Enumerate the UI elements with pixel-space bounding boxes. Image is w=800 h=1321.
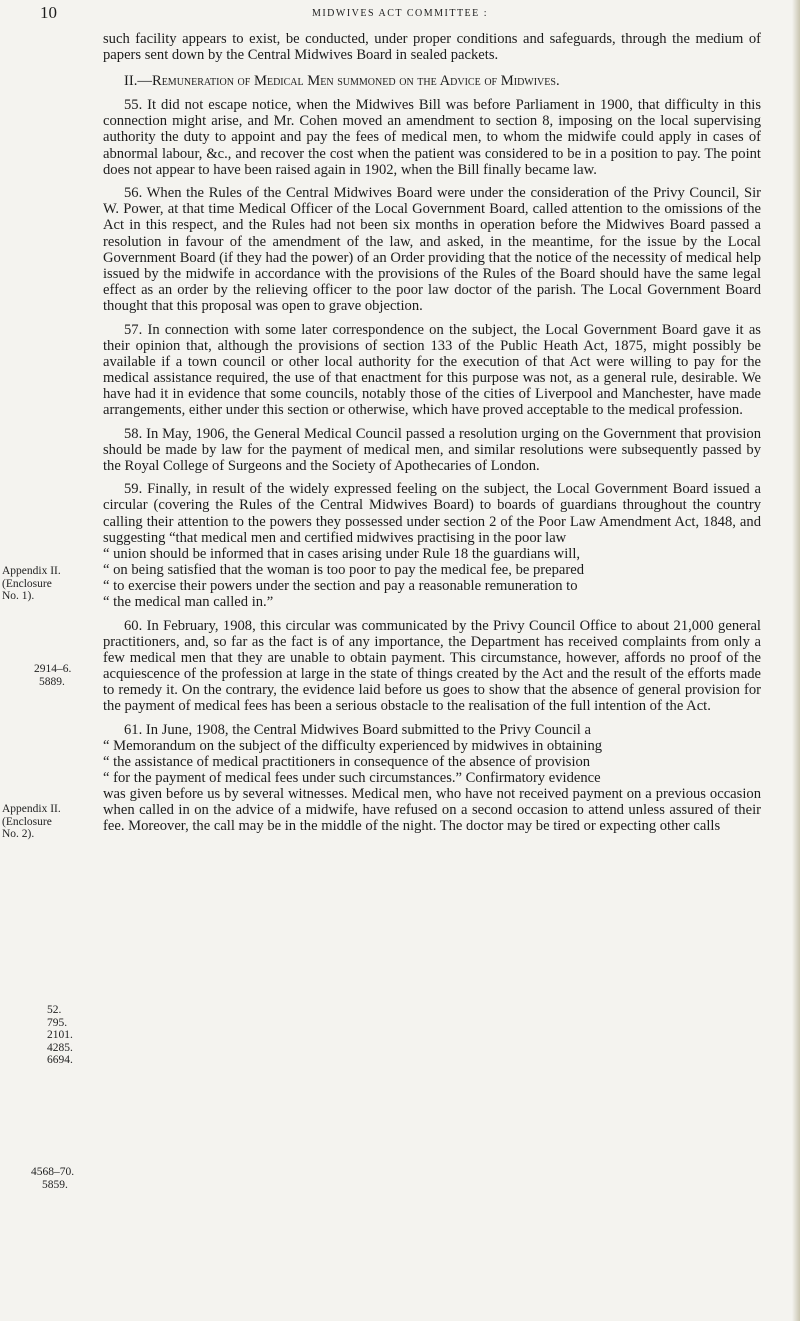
running-head: MIDWIVES ACT COMMITTEE : xyxy=(311,8,489,19)
margin-note-line: 52. xyxy=(47,1004,62,1016)
paragraph-57: 57. In connection with some later correspondence on the subject, the Local Government Board gave it as their opinion that, although the provisions of section 133 of the Public Heath Act, 1875, might possibly be available if a town council or other local authority for the execution of that Act were willing to pay for the medical assistance required, the use of that enactment for this purpose was not, as a general rule, desirable. We have had it in evidence that some councils, notably those of the cities of Liverpool and Manchester, have made arrangements, either under this section or otherwise, which have proved acceptable to the medical profession. xyxy=(103,321,761,418)
quote-line: “ the medical man called in.” xyxy=(103,594,274,610)
margin-note-line: Appendix II. xyxy=(2,565,61,577)
paragraph-61-text: 61. In June, 1908, the Central Midwives Board submitted to the Privy Council a xyxy=(124,721,591,738)
page-edge-shadow xyxy=(792,0,800,1321)
margin-note-line: 5889. xyxy=(39,675,65,688)
quote-line: “ on being satisfied that the woman is too poor to pay the medical fee, be prepared xyxy=(103,561,585,578)
paragraph-59 xyxy=(103,481,761,610)
paragraph-opening: such facility appears to exist, be conducted, under proper conditions and safeguards, through the medium of papers sent down by the Central Midwives Board in sealed packets. xyxy=(103,31,761,64)
paragraph-60: 60. In February, 1908, this circular was communicated by the Privy Council Office to about 21,000 general practitioners, and, so far as the fact is of any importance, the Department has received complaints from only a few medical men that they are unable to obtain payment. This circumstance, however, affords no proof of the acquiescence of the profession at large in the state of things created by the Act and the result of the efforts made to remedy it. On the contrary, the evidence laid before us goes to show that the absence of general provision for the payment of medical fees has been a serious obstacle to the realisation of the full intention of the Act. xyxy=(103,617,761,715)
margin-note-line: 6694. xyxy=(47,1054,73,1067)
margin-note-appendix-ii-enclosure-1 xyxy=(2,565,61,603)
margin-note-line: 4568–70. xyxy=(31,1166,75,1178)
paragraph-59-text: 59. Finally, in result of the widely expressed feeling on the subject, the Local Government Board issued a circular (covering the Rules of the Central Midwives Board) to boards of guardians throughout the country calling their attention to the powers they possessed under section 2 of the Poor Law Amendment Act, 1848, and suggesting “that medical men and certified midwives practising in the poor law xyxy=(103,481,761,546)
page-number: 10 xyxy=(40,3,57,22)
paragraph-61 xyxy=(103,722,761,835)
paragraph-55: 55. It did not escape notice, when the Midwives Bill was before Parliament in 1900, that difficulty in this connection might arise, and Mr. Cohen moved an amendment to section 8, imposing on the local supervising authority the duty to appoint and pay the fees of medical men, to whom the midwife could apply in cases of abnormal labour, &c., and recover the cost when the patient was considered to be in a position to pay. The point does not appear to have been raised again in 1902, when the Bill finally became law. xyxy=(103,97,761,178)
margin-note-line: 2101. xyxy=(47,1029,73,1042)
margin-note-evidence-ref-60 xyxy=(47,1004,73,1067)
margin-note-evidence-ref-57 xyxy=(34,663,71,688)
margin-note-appendix-ii-enclosure-2 xyxy=(2,803,61,841)
quote-line: “ the assistance of medical practitioners in consequence of the absence of provision xyxy=(103,753,591,770)
body-text xyxy=(103,31,761,842)
margin-note-line: 795. xyxy=(47,1016,68,1029)
quote-line: “ to exercise their powers under the section and pay a reasonable remuneration to xyxy=(103,577,578,594)
paragraph-58: 58. In May, 1906, the General Medical Council passed a resolution urging on the Government that provision should be made by law for the payment of medical men, and similar resolutions were subsequently passed by the Royal College of Surgeons and the Society of Apothecaries of London. xyxy=(103,425,761,474)
quote-line: “ for the payment of medical fees under such circumstances.” Confirmatory evidence xyxy=(103,769,601,786)
margin-note-evidence-ref-61 xyxy=(31,1166,74,1191)
quote-line: “ union should be informed that in cases arising under Rule 18 the guardians will, xyxy=(103,545,581,562)
margin-note-line: No. 2). xyxy=(2,828,35,841)
margin-note-line: (Enclosure xyxy=(2,815,52,828)
margin-note-line: 2914–6. xyxy=(34,663,72,675)
quote-line: “ Memorandum on the subject of the difficulty experienced by midwives in obtaining xyxy=(103,737,603,754)
margin-note-line: Appendix II. xyxy=(2,803,61,815)
margin-note-line: (Enclosure xyxy=(2,577,52,590)
margin-note-line: No. 1). xyxy=(2,590,35,603)
section-heading: II.—Remuneration of Medical Men summoned on the Advice of Midwives. xyxy=(124,73,560,90)
margin-note-line: 4285. xyxy=(47,1041,73,1054)
paragraph-56: 56. When the Rules of the Central Midwives Board were under the consideration of the Privy Council, Sir W. Power, at that time Medical Officer of the Local Government Board, called attention to the omissions of the Act in this respect, and the Rules had not been six months in operation before the Midwives Board passed a resolution in favour of the amendment of the law, and asked, in the meantime, for the issue by the Local Government Board (if they had the power) of an Order providing that the notice of the necessity of medical help issued by the midwife in accordance with the provisions of the Rules of the Board should have the same legal effect as an order by the relieving officer to the poor law doctor of the parish. The Local Government Board thought that this proposal was open to grave objection. xyxy=(103,185,761,314)
margin-note-line: 5859. xyxy=(42,1178,68,1191)
paragraph-61-rest: was given before us by several witnesses. Medical men, who have not received payment on a previous occasion when called in on the advice of a midwife, have refused on a second occasion to attend unless assured of their fee. Moreover, the call may be in the middle of the night. The doctor may be tired or expecting other calls xyxy=(103,786,761,835)
